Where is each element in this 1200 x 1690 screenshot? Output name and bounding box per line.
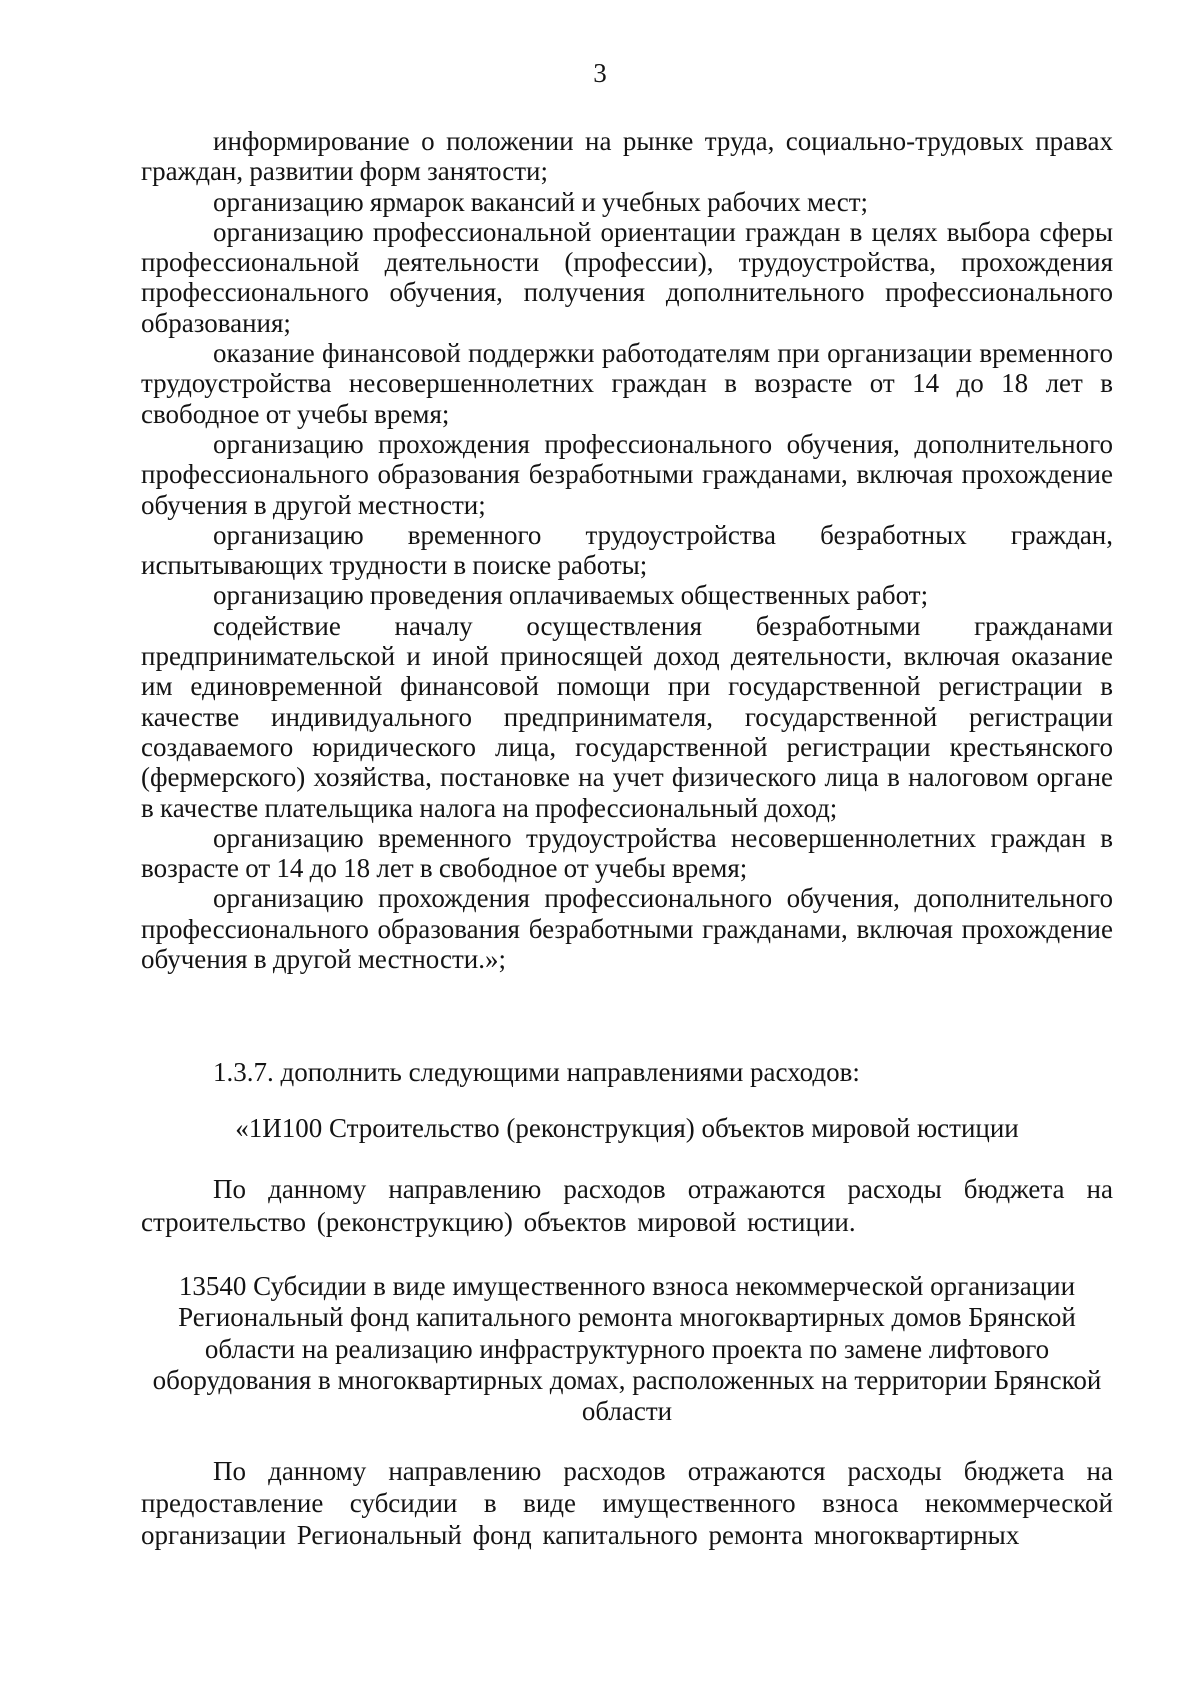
list-item: информирование о положении на рынке труда, социально-трудовых правах граждан, развитии форм занятости; — [141, 126, 1113, 187]
list-item: организацию профессиональной ориентации граждан в целях выбора сферы профессиональной деятельности (профессии), трудоустройства, прохождения профессионального обучения, получения дополнительного профессионального образования; — [141, 216, 1113, 338]
list-item: организацию прохождения профессионального обучения, дополнительного профессионального образования безработными гражданами, включая прохождение обучения в другой местности; — [141, 428, 1113, 520]
section-heading: 1.3.7. дополнить следующими направлениями расходов: — [213, 1057, 860, 1087]
expense-direction-description: По данному направлению расходов отражаются расходы бюджета на предоставление субсидии в виде имущественного взноса некоммерческой организации Региональный фонд капитального ремонта многоквартирных — [141, 1456, 1113, 1550]
list-item: организацию ярмарок вакансий и учебных рабочих мест; — [213, 186, 869, 217]
page-number: 3 — [593, 58, 607, 88]
list-item: организацию временного трудоустройства безработных граждан, испытывающих трудности в поиске работы; — [141, 519, 1113, 581]
expense-direction-description: По данному направлению расходов отражаются расходы бюджета на строительство (реконструкцию) объектов мировой юстиции. — [141, 1174, 1113, 1237]
expense-direction-title: 13540 Субсидии в виде имущественного взноса некоммерческой организации Региональный фонд капитального ремонта многоквартирных домов Брянской области на реализацию инфраструктурного проекта по замене лифтового оборудования в многоквартирных домах, расположенных на территории Брянской области — [152, 1271, 1102, 1427]
expense-direction-title: «1И100 Строительство (реконструкция) объектов мировой юстиции — [235, 1113, 1019, 1143]
list-item: оказание финансовой поддержки работодателям при организации временного трудоустройства несовершеннолетних граждан в возрасте от 14 до 18 лет в свободное от учебы время; — [141, 338, 1113, 429]
list-item: организацию прохождения профессионального обучения, дополнительного профессионального образования безработными гражданами, включая прохождение обучения в другой местности.»; — [141, 883, 1113, 975]
list-item: организацию проведения оплачиваемых общественных работ; — [213, 580, 929, 611]
list-item: содействие началу осуществления безработными гражданами предпринимательской и иной приносящей доход деятельности, включая оказание им единовременной финансовой помощи при государственной регистрации в качестве индивидуального предпринимателя, государственной регистрации создаваемого юридического лица, государственной регистрации крестьянского (фермерского) хозяйства, постановке на учет физического лица в налоговом органе в качестве плательщика налога на профессиональный доход; — [141, 610, 1113, 823]
list-item: организацию временного трудоустройства несовершеннолетних граждан в возрасте от 14 до 18 лет в свободное от учебы время; — [141, 822, 1113, 884]
services-list — [141, 126, 1113, 974]
